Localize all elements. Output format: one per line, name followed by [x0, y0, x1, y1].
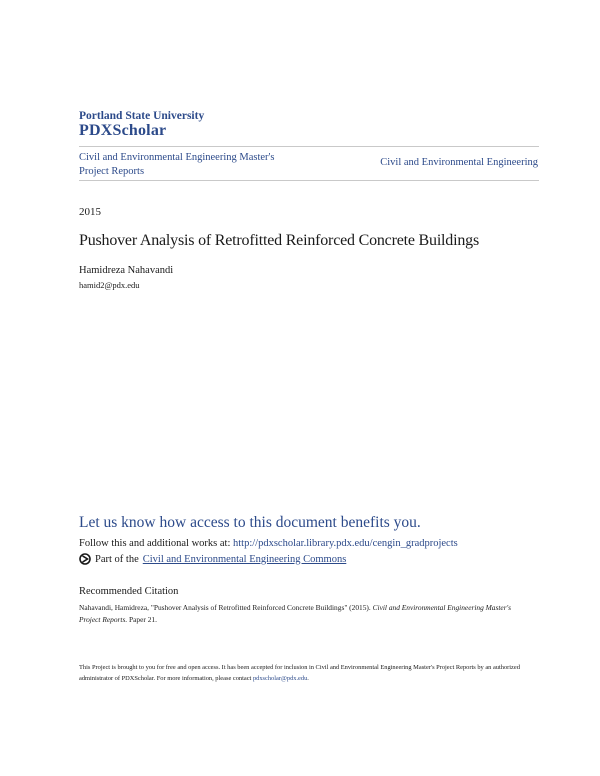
footer-text: This Project is brought to you for free and open access. It has been accepted for inclusion in Civil and Environmental Engineering Master's Project Reports by an authorized administrator of PDXScholar. For more information, please contact [79, 664, 520, 682]
divider-bottom [79, 180, 539, 181]
divider-top [79, 146, 539, 147]
benefits-feedback-link[interactable]: Let us know how access to this document benefits you. [79, 514, 421, 531]
publication-year: 2015 [79, 206, 101, 218]
department-link[interactable]: Civil and Environmental Engineering [380, 157, 538, 168]
citation-heading: Recommended Citation [79, 586, 179, 597]
follow-label: Follow this and additional works at: [79, 538, 231, 549]
footer-end: . [307, 675, 309, 682]
network-commons-icon [79, 553, 91, 565]
repository-name[interactable]: PDXScholar [79, 122, 167, 139]
citation-plain: Nahavandi, Hamidreza, "Pushover Analysis of Retrofitted Reinforced Concrete Buildings" (2015). [79, 603, 371, 612]
follow-line [79, 538, 458, 549]
part-of-label: Part of the [95, 553, 139, 565]
part-of-line [79, 553, 346, 565]
series-collection-link[interactable] [79, 151, 314, 178]
author-name: Hamidreza Nahavandi [79, 265, 174, 276]
contact-email-link[interactable]: pdxscholar@pdx.edu [252, 675, 308, 682]
footer-notice [79, 662, 529, 684]
author-email: hamid2@pdx.edu [79, 280, 140, 290]
collection-url-link[interactable]: http://pdxscholar.library.pdx.edu/cengin_gradprojects [233, 538, 458, 549]
document-title: Pushover Analysis of Retrofitted Reinforced Concrete Buildings [79, 232, 479, 249]
citation-text [79, 602, 529, 626]
citation-tail: Paper 21. [129, 615, 157, 624]
series-collection-line1: Civil and Environmental Engineering Master's [79, 152, 275, 163]
university-name: Portland State University [79, 110, 205, 122]
citation-series-italic: Civil and Environmental Engineering Master's Project Reports. [79, 603, 512, 624]
series-collection-line2: Project Reports [79, 165, 145, 177]
commons-link[interactable]: Civil and Environmental Engineering Commons [142, 553, 347, 565]
